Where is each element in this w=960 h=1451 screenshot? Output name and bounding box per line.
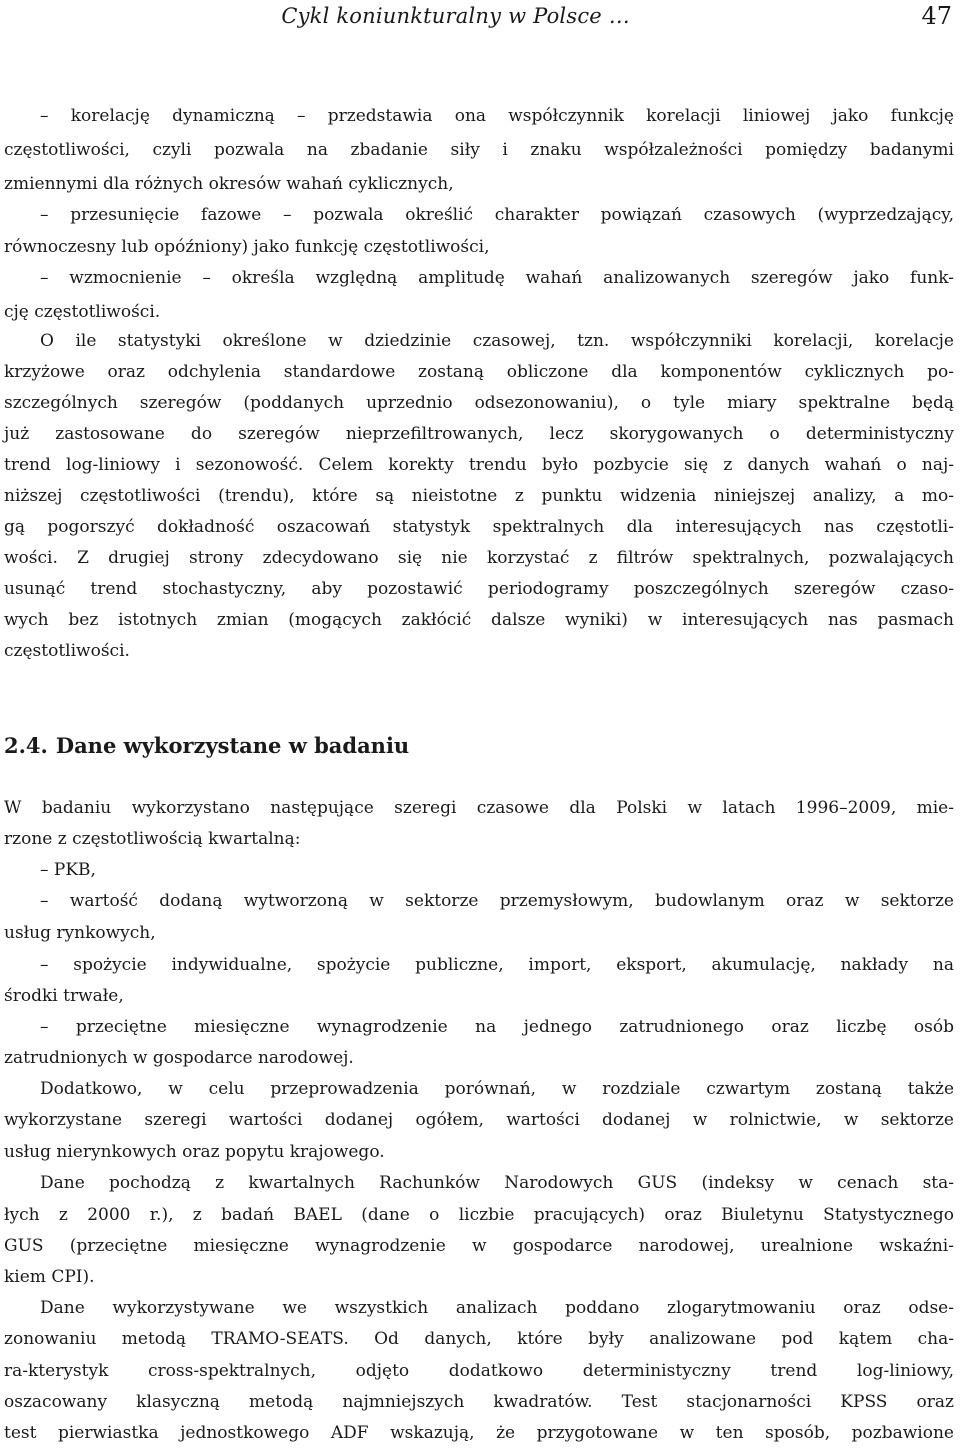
text-line: równoczesny lub opóźniony) jako funkcję częstotliwości, xyxy=(4,237,490,257)
text-line: – przeciętne miesięczne wynagrodzenie na jednego zatrudnionego oraz liczbę osób xyxy=(40,1017,954,1037)
page-number: 47 xyxy=(921,2,952,30)
text-line: częstotliwości. xyxy=(4,641,130,661)
text-line: rzone z częstotliwością kwartalną: xyxy=(4,829,301,849)
text-line: usług nierynkowych oraz popytu krajowego. xyxy=(4,1142,385,1162)
text-line: zonowaniu metodą TRAMO-SEATS. Od danych, które były analizowane pod kątem cha- xyxy=(4,1329,954,1349)
text-line: GUS (przeciętne miesięczne wynagrodzenie w gospodarce narodowej, urealnione wskaźni- xyxy=(4,1236,954,1256)
text-line: krzyżowe oraz odchylenia standardowe zostaną obliczone dla komponentów cyklicznych po- xyxy=(4,362,954,382)
text-line: – korelację dynamiczną – przedstawia ona współczynnik korelacji liniowej jako funkcję xyxy=(40,106,954,126)
text-line: łych z 2000 r.), z badań BAEL (dane o liczbie pracujących) oraz Biuletynu Statystycznego xyxy=(4,1205,954,1225)
section-heading xyxy=(4,732,409,760)
text-line: wych bez istotnych zmian (mogących zakłócić dalsze wyniki) w interesujących nas pasmach xyxy=(4,610,954,630)
text-line: wości. Z drugiej strony zdecydowano się nie korzystać z filtrów spektralnych, pozwalających xyxy=(4,548,954,568)
text-line: W badaniu wykorzystano następujące szeregi czasowe dla Polski w latach 1996–2009, mie- xyxy=(4,798,954,818)
text-line: Dane wykorzystywane we wszystkich analizach poddano zlogarytmowaniu oraz odse- xyxy=(40,1298,954,1318)
text-line: wykorzystane szeregi wartości dodanej ogółem, wartości dodanej w rolnictwie, w sektorze xyxy=(4,1110,954,1130)
text-line: test pierwiastka jednostkowego ADF wskazują, że przygotowane w ten sposób, pozbawione xyxy=(4,1423,954,1443)
text-line: usunąć trend stochastyczny, aby pozostawić periodogramy poszczególnych szeregów czaso- xyxy=(4,579,954,599)
text-line: oszacowany klasyczną metodą najmniejszych kwadratów. Test stacjonarności KPSS oraz xyxy=(4,1392,954,1412)
text-line: – przesunięcie fazowe – pozwala określić charakter powiązań czasowych (wyprzedzający, xyxy=(40,205,954,225)
text-line: częstotliwości, czyli pozwala na zbadanie siły i znaku współzależności pomiędzy badanymi xyxy=(4,140,954,160)
text-line: zatrudnionych w gospodarce narodowej. xyxy=(4,1048,354,1068)
text-line: gą pogorszyć dokładność oszacowań statystyk spektralnych dla interesujących nas częstotli- xyxy=(4,517,954,537)
text-line: już zastosowane do szeregów nieprzefiltrowanych, lecz skorygowanych o deterministyczny xyxy=(4,424,954,444)
text-line: – spożycie indywidualne, spożycie publiczne, import, eksport, akumulację, nakłady na xyxy=(40,955,954,975)
text-line: usług rynkowych, xyxy=(4,923,156,943)
text-line: niższej częstotliwości (trendu), które są nieistotne z punktu widzenia niniejszej analizy, a mo- xyxy=(4,486,954,506)
running-title: Cykl koniunkturalny w Polsce … xyxy=(281,4,630,28)
text-line: trend log-liniowy i sezonowość. Celem korekty trendu było pozbycie się z danych wahań o naj- xyxy=(4,455,954,475)
running-header xyxy=(0,0,960,40)
text-line: O ile statystyki określone w dziedzinie czasowej, tzn. współczynniki korelacji, korelacje xyxy=(40,331,954,351)
text-line: cję częstotliwości. xyxy=(4,302,161,322)
section-number: 2.4. xyxy=(4,733,48,758)
text-line: kiem CPI). xyxy=(4,1267,95,1287)
text-line: szczególnych szeregów (poddanych uprzednio odsezonowaniu), o tyle miary spektralne będą xyxy=(4,393,954,413)
text-line: – wartość dodaną wytworzoną w sektorze przemysłowym, budowlanym oraz w sektorze xyxy=(40,891,954,911)
text-line: Dodatkowo, w celu przeprowadzenia porównań, w rozdziale czwartym zostaną także xyxy=(40,1079,954,1099)
text-line: środki trwałe, xyxy=(4,986,124,1006)
text-line: – PKB, xyxy=(40,860,96,880)
text-line: ra-kterystyk cross-spektralnych, odjęto dodatkowo deterministyczny trend log-liniowy, xyxy=(4,1361,954,1381)
text-line: Dane pochodzą z kwartalnych Rachunków Narodowych GUS (indeksy w cenach sta- xyxy=(40,1173,954,1193)
text-line: zmiennymi dla różnych okresów wahań cyklicznych, xyxy=(4,174,454,194)
text-line: – wzmocnienie – określa względną amplitudę wahań analizowanych szeregów jako funk- xyxy=(40,268,954,288)
section-title: Dane wykorzystane w badaniu xyxy=(55,733,410,758)
